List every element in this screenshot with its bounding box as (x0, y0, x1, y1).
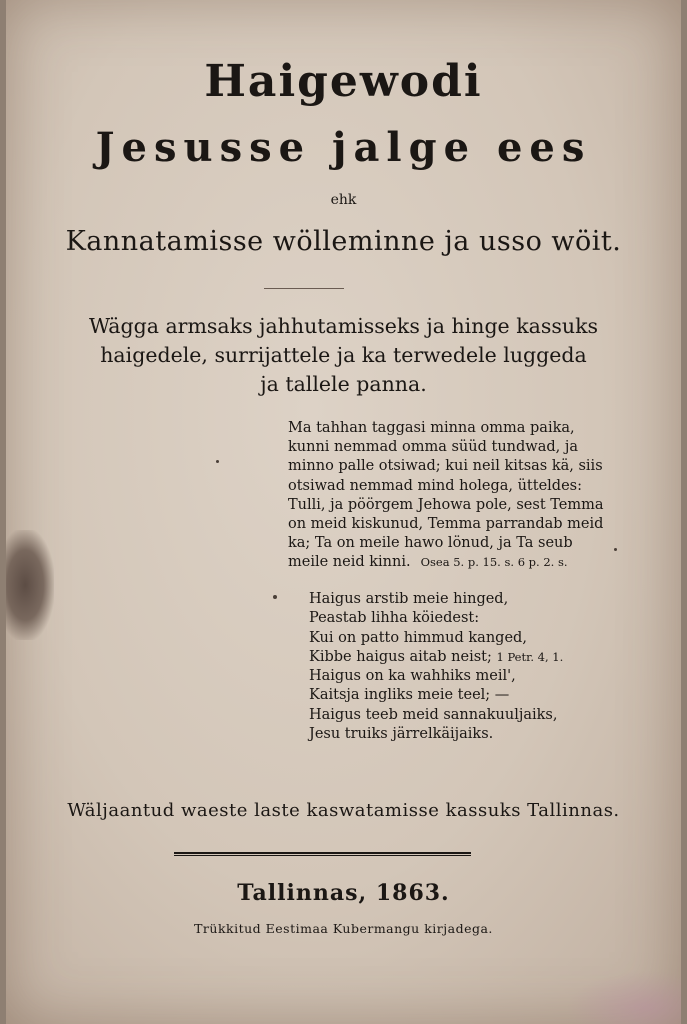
quote-line: meile neid kinni. (288, 554, 411, 571)
printer-line: Trükkitud Eestimaa Kubermangu kirjadega. (194, 921, 493, 936)
purpose-text (6, 312, 681, 399)
quote-last-line (288, 553, 608, 572)
quote-line: ka; Ta on meile hawo lönud, ja Ta seub (288, 535, 573, 552)
poem-line-with-ref (309, 648, 563, 667)
double-rule (174, 852, 471, 856)
title-page (6, 0, 681, 1024)
purpose-line: Wägga armsaks jahhutamisseks ja hinge kassuks (88, 314, 599, 338)
ink-spot (216, 460, 219, 463)
quote-line: minno palle otsiwad; kui neil kitsas kä, siis (288, 458, 603, 475)
page-stain (6, 530, 54, 640)
place-year: Tallinnas, 1863. (237, 880, 450, 906)
quote-line: kunni nemmad omma süüd tundwad, ja (288, 439, 578, 456)
title-line-1: Haigewodi (204, 56, 483, 107)
ink-spot (614, 548, 617, 551)
poem-line: Jesu truiks järrelkäijaiks. (309, 726, 494, 743)
quote-line: Ma tahhan taggasi minna omma paika, (288, 420, 575, 436)
publisher-line: Wäljaantud waeste laste kaswatamisse kassuks Tallinnas. (67, 800, 620, 821)
poem-line: Kibbe haigus aitab neist; (309, 648, 492, 665)
poem-line: Peastab lihha köiedest: (309, 610, 480, 627)
poem-line: Haigus on ka wahhiks meil', (309, 668, 516, 685)
purpose-line: haigedele, surrijattele ja ka terwedele luggeda (100, 343, 587, 367)
ink-spot (273, 595, 277, 599)
page-stain-corner (566, 970, 681, 1024)
scripture-quote (288, 419, 608, 573)
quote-line: on meid kiskunud, Temma parrandab meid (288, 516, 604, 533)
poem (309, 590, 563, 744)
conjunction: ehk (330, 192, 357, 208)
poem-line: Haigus teeb meid sannakuuljaiks, (309, 706, 558, 723)
poem-reference: 1 Petr. 4, 1. (496, 649, 564, 664)
poem-line: Kui on patto himmud kanged, (309, 629, 527, 646)
short-divider (264, 288, 344, 289)
purpose-line: ja tallele panna. (260, 372, 427, 396)
poem-line: Haigus arstib meie hinged, (309, 591, 509, 607)
quote-line: otsiwad nemmad mind holega, ütteldes: (288, 477, 582, 494)
quote-reference: Osea 5. p. 15. s. 6 p. 2. s. (420, 555, 568, 570)
quote-line: Tulli, ja pöörgem Jehowa pole, sest Temma (288, 496, 604, 513)
title-line-2: Jesusse jalge ees (95, 124, 592, 171)
poem-line: Kaitsja ingliks meie teel; — (309, 687, 510, 704)
title-line-3: Kannatamisse wölleminne ja usso wöit. (65, 226, 622, 257)
